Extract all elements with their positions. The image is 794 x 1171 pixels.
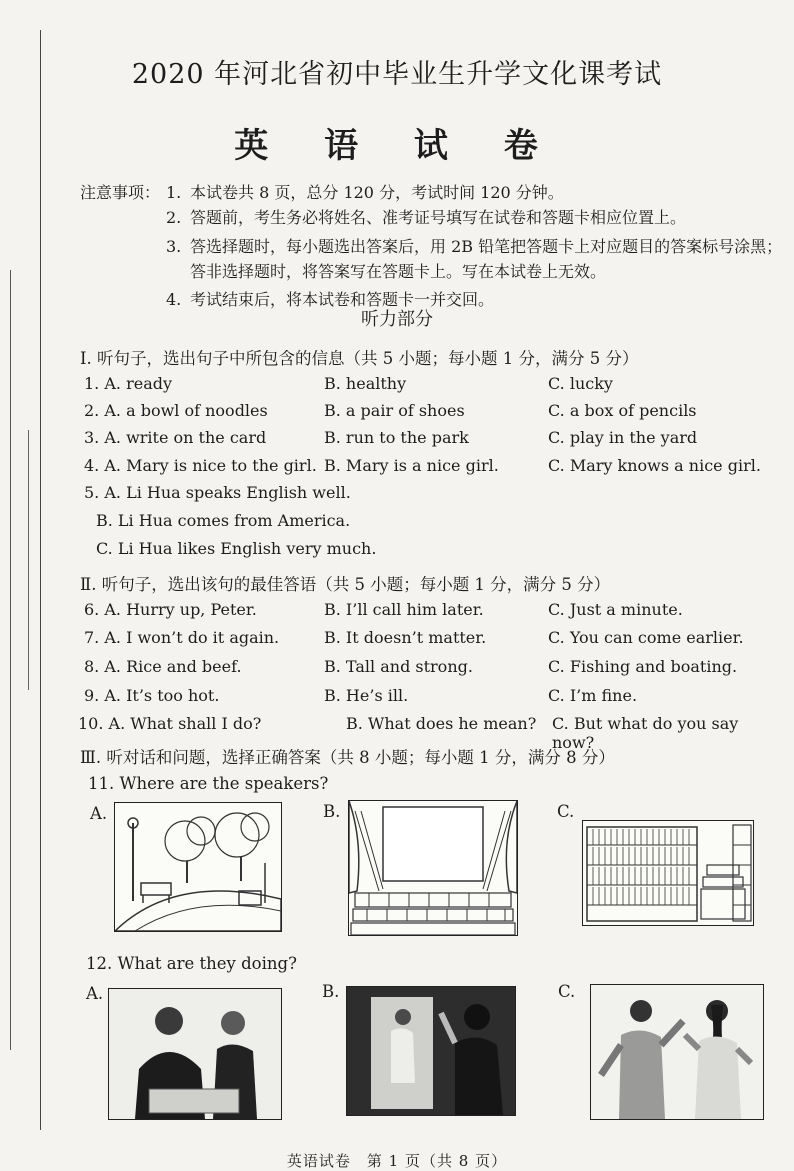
cinema-picture: [348, 800, 518, 936]
photo-b-illustration: [347, 987, 515, 1115]
binding-line: [40, 30, 41, 1130]
part-title: Ⅲ. 听对话和问题，选择正确答案（共 8 小题；每小题 1 分，满分 8 分）: [80, 748, 615, 767]
question-row: C. Li Hua likes English very much.: [96, 539, 377, 558]
page-footer: 英语试卷 第 1 页（共 8 页）: [286, 1152, 508, 1170]
question-row: 3. A. write on the card B. run to the park C. play in the yard: [84, 428, 698, 447]
part-title: Ⅱ. 听句子，选出该句的最佳答语（共 5 小题；每小题 1 分，满分 5 分）: [80, 575, 611, 594]
instructions-label: 注意事项：: [80, 183, 161, 202]
option-letter: C.: [557, 802, 575, 821]
question-text: 11. Where are the speakers?: [88, 774, 329, 793]
question-row: 5. A. Li Hua speaks English well.: [84, 483, 351, 502]
option-letter: A.: [86, 984, 104, 1003]
question-row: 4. A. Mary is nice to the girl. B. Mary is a nice girl. C. Mary knows a nice girl.: [84, 456, 761, 475]
photo-a: [108, 988, 282, 1120]
photo-c-illustration: [591, 985, 763, 1119]
park-picture: [114, 802, 282, 932]
option-letter: B.: [322, 982, 340, 1001]
option-letter: C.: [558, 982, 576, 1001]
question-row: 2. A. a bowl of noodles B. a pair of shoes C. a box of pencils: [84, 401, 697, 420]
park-illustration: [115, 803, 281, 931]
section-heading: 听力部分: [361, 309, 433, 330]
instruction-item: 1. 本试卷共 8 页，总分 120 分，考试时间 120 分钟。: [166, 183, 564, 202]
question-row: 10. A. What shall I do? B. What does he mean? C. But what do you say now?: [78, 714, 739, 752]
question-row: 8. A. Rice and beef. B. Tall and strong. C. Fishing and boating.: [84, 657, 738, 676]
question-row: 6. A. Hurry up, Peter. B. I’ll call him later. C. Just a minute.: [84, 600, 683, 619]
question-row: 9. A. It’s too hot. B. He’s ill. C. I’m fine.: [84, 686, 638, 705]
library-picture: [582, 820, 754, 926]
instruction-item: 2. 答题前，考生务必将姓名、准考证号填写在试卷和答题卡相应位置上。: [166, 208, 687, 227]
option-letter: B.: [323, 802, 341, 821]
part-title: Ⅰ. 听句子，选出句子中所包含的信息（共 5 小题；每小题 1 分，满分 5 分）: [80, 349, 639, 368]
binding-line: [10, 270, 11, 1050]
question-row: B. Li Hua comes from America.: [96, 511, 351, 530]
photo-b: [346, 986, 516, 1116]
exam-subtitle: 英 语 试 卷: [234, 126, 560, 166]
library-illustration: [583, 821, 753, 925]
instruction-item: 4. 考试结束后，将本试卷和答题卡一并交回。: [166, 290, 495, 309]
instruction-item: 3. 答选择题时，每小题选出答案后，用 2B 铅笔把答题卡上对应题目的答案标号涂黑；答非选择题时，将答案写在答题卡上。写在本试卷上无效。: [166, 237, 783, 281]
question-row: 1. A. ready B. healthy C. lucky: [84, 374, 613, 393]
option-letter: A.: [90, 804, 108, 823]
photo-a-illustration: [109, 989, 281, 1119]
cinema-illustration: [349, 801, 517, 935]
exam-title: 2020 年河北省初中毕业生升学文化课考试: [131, 59, 663, 90]
question-text: 12. What are they doing?: [86, 954, 297, 973]
photo-c: [590, 984, 764, 1120]
question-row: 7. A. I won’t do it again. B. It doesn’t matter. C. You can come earlier.: [84, 628, 744, 647]
binding-line: [28, 430, 29, 690]
